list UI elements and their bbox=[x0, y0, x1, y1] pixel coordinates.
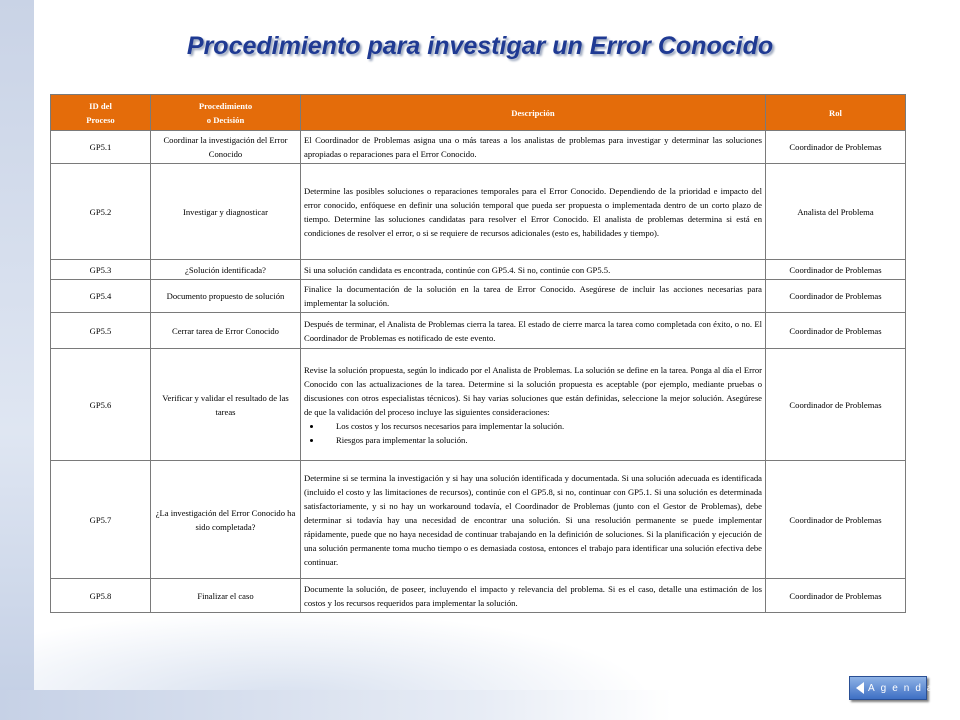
cell-procedimiento: Verificar y validar el resultado de las tareas bbox=[151, 349, 301, 461]
cell-rol: Coordinador de Problemas bbox=[766, 579, 906, 613]
table-row bbox=[51, 349, 906, 461]
cell-rol: Analista del Problema bbox=[766, 164, 906, 260]
agenda-button[interactable] bbox=[849, 676, 939, 700]
table-row bbox=[51, 461, 906, 579]
background-swirl bbox=[34, 610, 654, 700]
cell-descripcion: Determine las posibles soluciones o reparaciones temporales para el Error Conocido. Dependiendo de la prioridad e impacto del error conocido, enfóquese en definir una solución temporal que pueda ser propuesta o implementada dentro de un corto plazo de tiempo. Determine las soluciones candidatas para resolver el Error Conocido. El analista de problemas determina si está en condiciones de resolver el error, o si se requiere de recursos adicionales (esto es, habilidades y tiempo). bbox=[301, 164, 766, 260]
cell-descripcion: Después de terminar, el Analista de Problemas cierra la tarea. El estado de cierre marca la tarea como completada con éxito, o no. El Coordinador de Problemas es notificado de este evento. bbox=[301, 313, 766, 349]
cell-rol: Coordinador de Problemas bbox=[766, 280, 906, 313]
cell-descripcion: Si una solución candidata es encontrada, continúe con GP5.4. Si no, continúe con GP5.5. bbox=[301, 260, 766, 280]
cell-id: GP5.8 bbox=[51, 579, 151, 613]
table-row bbox=[51, 131, 906, 164]
header-rol: Rol bbox=[766, 95, 906, 131]
cell-rol: Coordinador de Problemas bbox=[766, 313, 906, 349]
cell-rol: Coordinador de Problemas bbox=[766, 349, 906, 461]
cell-id: GP5.6 bbox=[51, 349, 151, 461]
procedure-table bbox=[50, 94, 906, 613]
agenda-button-label: Agenda bbox=[868, 682, 939, 694]
cell-id: GP5.5 bbox=[51, 313, 151, 349]
cell-descripcion: El Coordinador de Problemas asigna una o más tareas a los analistas de problemas para investigar y determinar las soluciones apropiadas o reparaciones para el Error Conocido. bbox=[301, 131, 766, 164]
considerations-list bbox=[304, 419, 762, 447]
table-row bbox=[51, 579, 906, 613]
table-row bbox=[51, 280, 906, 313]
cell-descripcion: Finalice la documentación de la solución en la tarea de Error Conocido. Asegúrese de incluir las acciones necesarias para implementar la solución. bbox=[301, 280, 766, 313]
table-row bbox=[51, 313, 906, 349]
cell-procedimiento: Coordinar la investigación del Error Conocido bbox=[151, 131, 301, 164]
cell-rol: Coordinador de Problemas bbox=[766, 260, 906, 280]
cell-id: GP5.2 bbox=[51, 164, 151, 260]
cell-procedimiento: Documento propuesto de solución bbox=[151, 280, 301, 313]
cell-procedimiento: Cerrar tarea de Error Conocido bbox=[151, 313, 301, 349]
procedure-table-container bbox=[50, 94, 905, 613]
header-descripcion: Descripción bbox=[301, 95, 766, 131]
table-row bbox=[51, 164, 906, 260]
background-left-band bbox=[0, 0, 34, 720]
background-bottom-band bbox=[0, 690, 960, 720]
table-row bbox=[51, 260, 906, 280]
cell-id: GP5.3 bbox=[51, 260, 151, 280]
header-procedimiento: Procedimiento o Decisión bbox=[151, 95, 301, 131]
cell-rol: Coordinador de Problemas bbox=[766, 131, 906, 164]
cell-descripcion: Documente la solución, de poseer, incluyendo el impacto y relevancia del problema. Si es el caso, detalle una estimación de los costos y los recursos requeridos para implementar la solución. bbox=[301, 579, 766, 613]
cell-id: GP5.4 bbox=[51, 280, 151, 313]
back-arrow-icon bbox=[856, 682, 864, 694]
cell-procedimiento: Finalizar el caso bbox=[151, 579, 301, 613]
cell-procedimiento: ¿La investigación del Error Conocido ha sido completada? bbox=[151, 461, 301, 579]
cell-descripcion bbox=[301, 349, 766, 461]
list-item: • Los costos y los recursos necesarios para implementar la solución. bbox=[322, 419, 762, 433]
cell-descripcion-text: Revise la solución propuesta, según lo indicado por el Analista de Problemas. La solución se define en la tarea. Ponga al día el Error Conocido con las actualizaciones de la tarea. Determine si la solución propuesta es aceptable (por ejemplo, mediante pruebas o discusiones con otros especialistas técnicos). Si hay varias soluciones que están definidas, seleccione la mejor solución. Asegúrese de que la validación del proceso incluye las siguientes consideraciones: bbox=[304, 364, 762, 417]
cell-id: GP5.1 bbox=[51, 131, 151, 164]
slide-title: Procedimiento para investigar un Error Conocido bbox=[186, 32, 774, 60]
cell-id: GP5.7 bbox=[51, 461, 151, 579]
cell-rol: Coordinador de Problemas bbox=[766, 461, 906, 579]
header-id: ID del Proceso bbox=[51, 95, 151, 131]
cell-descripcion: Determine si se termina la investigación y si hay una solución identificada y documentada. Si una solución adecuada es identificada (incluido el costo y las limitaciones de recursos), continúe con el GP5.8, si no, continuar con GP5.1. Si una solución es determinada satisfactoriamente, y si no hay un workaround todavía, el Coordinador de Problemas (junto con el Gestor de Problemas), debe determinar si todavía hay una necesidad de encontrar una solución. Si una resolución permanente se puede implementar rápidamente, puede que no haya necesidad de continuar trabajando en la definición de soluciones. Si la planificación y ejecución de una solución permanente toma mucho tiempo o es demasiada costosa, entonces el trabajo para identificar una solución efectiva debe continuar. bbox=[301, 461, 766, 579]
cell-procedimiento: Investigar y diagnosticar bbox=[151, 164, 301, 260]
cell-procedimiento: ¿Solución identificada? bbox=[151, 260, 301, 280]
list-item: • Riesgos para implementar la solución. bbox=[322, 433, 762, 447]
